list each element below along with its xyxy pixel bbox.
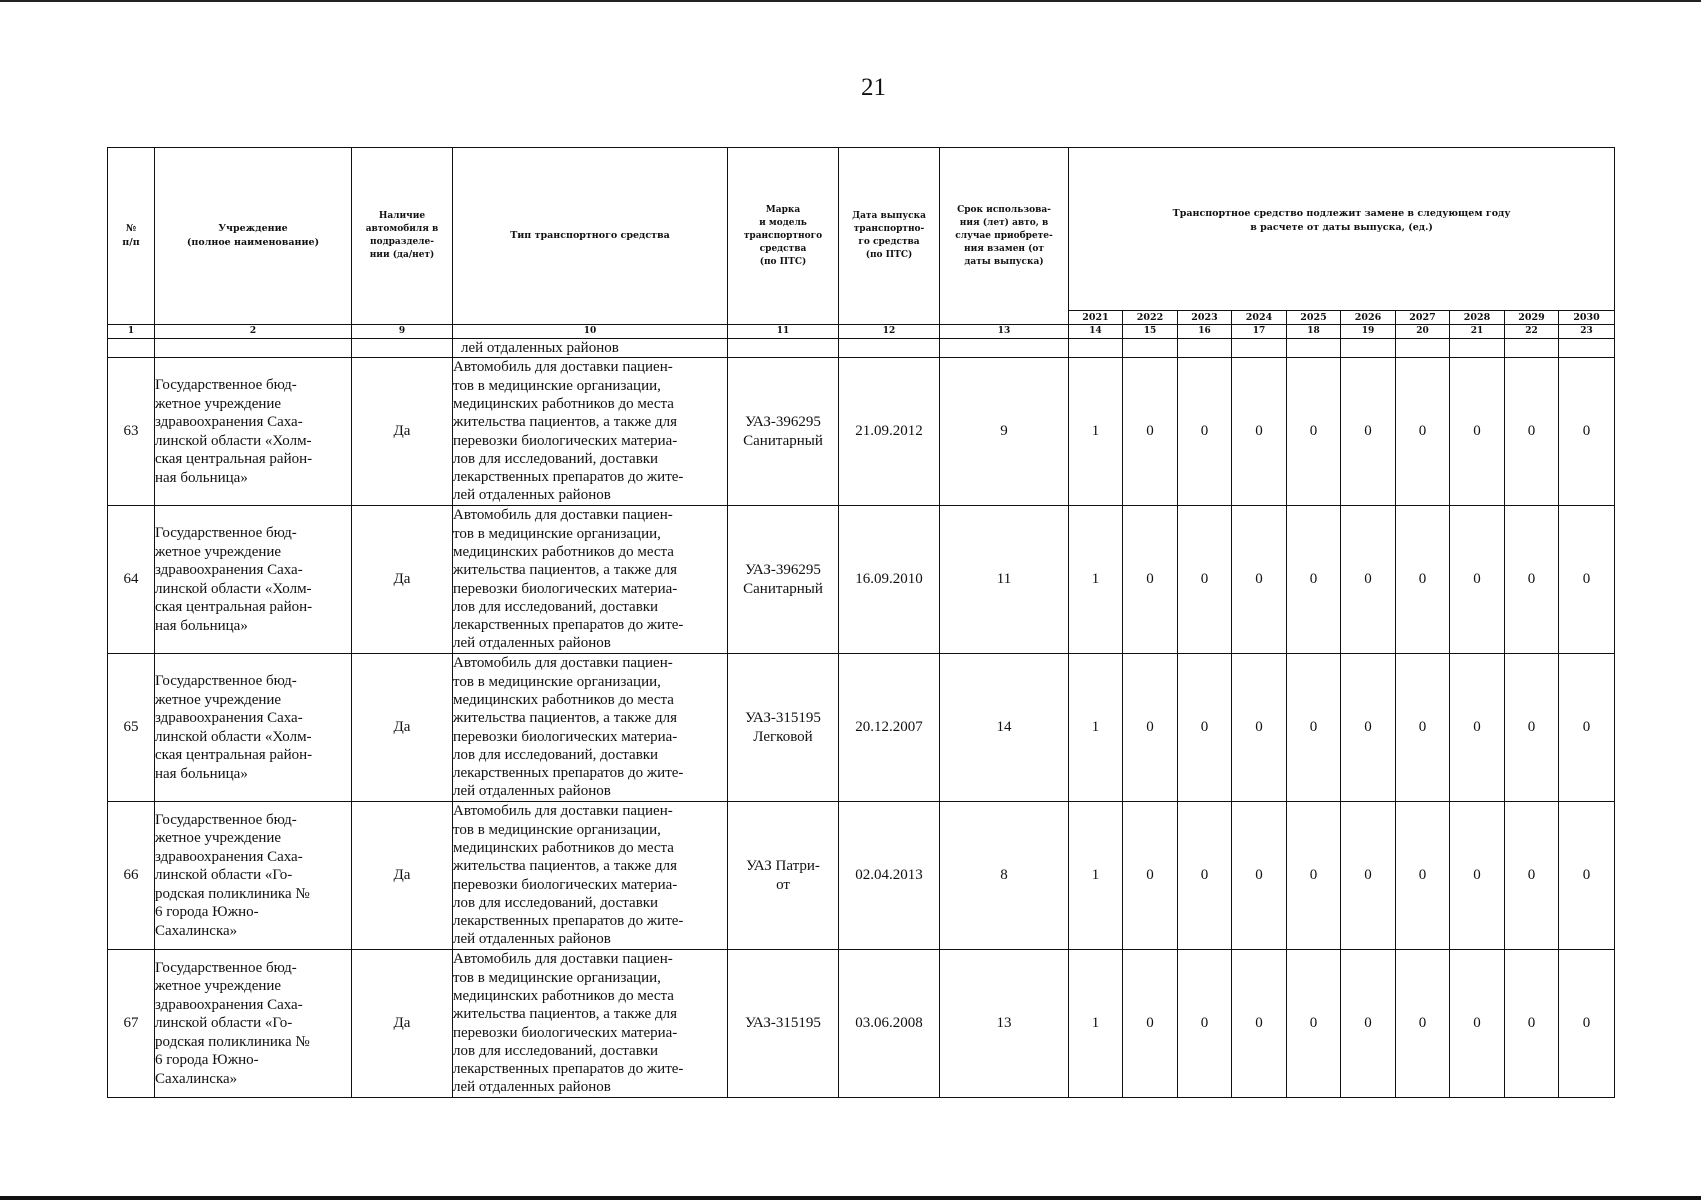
year-count-cell: 0 (1505, 358, 1559, 506)
header-brand-model: Марка и модель транспортного средства (по ПТС) (728, 148, 839, 325)
year-count-cell: 0 (1123, 506, 1178, 654)
year-count-cell: 0 (1450, 506, 1505, 654)
institution-cell: Государственное бюд- жетное учреждение здравоохранения Саха- линской области «Холм- ская центральная район- ная больница» (155, 358, 352, 506)
release-date-cell: 02.04.2013 (839, 802, 940, 950)
brand-model-cell: УАЗ-315195 (728, 950, 839, 1098)
continuation-empty (1341, 339, 1396, 358)
brand-model-cell: УАЗ-315195 Легковой (728, 654, 839, 802)
year-count-cell: 1 (1069, 802, 1123, 950)
vehicle-type-cell: Автомобиль для доставки пациен- тов в медицинские организации, медицинских работников до места жительства пациентов, а также для перевозки биологических материа- лов для исследований, доставки лекарственных препаратов до жите- лей отдаленных районов (453, 950, 728, 1098)
institution-cell: Государственное бюд- жетное учреждение здравоохранения Саха- линской области «Го- родская поликлиника № 6 города Южно- Сахалинска» (155, 950, 352, 1098)
column-number: 14 (1069, 325, 1123, 339)
service-life-cell: 13 (940, 950, 1069, 1098)
institution-cell: Государственное бюд- жетное учреждение здравоохранения Саха- линской области «Холм- ская центральная район- ная больница» (155, 654, 352, 802)
year-header: 2021 (1069, 311, 1123, 325)
year-count-cell: 0 (1232, 950, 1287, 1098)
year-count-cell: 1 (1069, 654, 1123, 802)
year-count-cell: 0 (1123, 802, 1178, 950)
year-header: 2022 (1123, 311, 1178, 325)
year-count-cell: 0 (1178, 506, 1232, 654)
release-date-cell: 21.09.2012 (839, 358, 940, 506)
brand-model-cell: УАЗ-396295 Санитарный (728, 358, 839, 506)
column-number: 18 (1287, 325, 1341, 339)
year-count-cell: 0 (1178, 654, 1232, 802)
year-count-cell: 0 (1178, 950, 1232, 1098)
row-number: 66 (108, 802, 155, 950)
page-number: 21 (861, 74, 886, 101)
row-number: 65 (108, 654, 155, 802)
row-number: 67 (108, 950, 155, 1098)
header-release-date: Дата выпуска транспортно- го средства (по ПТС) (839, 148, 940, 325)
table-row (108, 802, 1615, 950)
column-number: 17 (1232, 325, 1287, 339)
year-count-cell: 0 (1341, 654, 1396, 802)
year-count-cell: 0 (1450, 358, 1505, 506)
availability-cell: Да (352, 802, 453, 950)
column-number-row (108, 325, 1615, 339)
row-number: 63 (108, 358, 155, 506)
year-count-cell: 0 (1396, 358, 1450, 506)
header-vehicle-type: Тип транспортного средства (453, 148, 728, 325)
table-row (108, 506, 1615, 654)
release-date-cell: 20.12.2007 (839, 654, 940, 802)
year-count-cell: 0 (1287, 654, 1341, 802)
continuation-empty (940, 339, 1069, 358)
year-count-cell: 1 (1069, 506, 1123, 654)
table-row (108, 654, 1615, 802)
year-header: 2025 (1287, 311, 1341, 325)
year-count-cell: 0 (1505, 802, 1559, 950)
column-number: 22 (1505, 325, 1559, 339)
year-count-cell: 0 (1559, 506, 1615, 654)
year-header: 2030 (1559, 311, 1615, 325)
service-life-cell: 9 (940, 358, 1069, 506)
year-count-cell: 0 (1559, 950, 1615, 1098)
year-count-cell: 0 (1287, 950, 1341, 1098)
continuation-empty (108, 339, 155, 358)
year-header: 2028 (1450, 311, 1505, 325)
service-life-cell: 11 (940, 506, 1069, 654)
column-number: 16 (1178, 325, 1232, 339)
year-count-cell: 0 (1341, 950, 1396, 1098)
column-number: 23 (1559, 325, 1615, 339)
year-count-cell: 0 (1450, 950, 1505, 1098)
year-count-cell: 0 (1178, 802, 1232, 950)
table-row (108, 358, 1615, 506)
column-number: 12 (839, 325, 940, 339)
year-count-cell: 1 (1069, 950, 1123, 1098)
column-number: 11 (728, 325, 839, 339)
year-count-cell: 0 (1505, 950, 1559, 1098)
year-count-cell: 0 (1123, 358, 1178, 506)
year-count-cell: 0 (1559, 358, 1615, 506)
year-count-cell: 0 (1559, 802, 1615, 950)
column-number: 1 (108, 325, 155, 339)
year-count-cell: 0 (1559, 654, 1615, 802)
continuation-empty (839, 339, 940, 358)
header-service-life: Срок использова- ния (лет) авто, в случае приобрете- ния взамен (от даты выпуска) (940, 148, 1069, 325)
vehicle-type-cell: Автомобиль для доставки пациен- тов в медицинские организации, медицинских работников до места жительства пациентов, а также для перевозки биологических материа- лов для исследований, доставки лекарственных препаратов до жите- лей отдаленных районов (453, 506, 728, 654)
year-header: 2027 (1396, 311, 1450, 325)
service-life-cell: 8 (940, 802, 1069, 950)
vehicle-replacement-table (107, 147, 1615, 1098)
row-number: 64 (108, 506, 155, 654)
year-count-cell: 0 (1123, 950, 1178, 1098)
continuation-row (108, 339, 1615, 358)
year-count-cell: 0 (1505, 654, 1559, 802)
year-count-cell: 0 (1287, 802, 1341, 950)
year-count-cell: 0 (1341, 358, 1396, 506)
year-count-cell: 0 (1396, 802, 1450, 950)
continuation-empty (352, 339, 453, 358)
vehicle-type-cell: Автомобиль для доставки пациен- тов в медицинские организации, медицинских работников до места жительства пациентов, а также для перевозки биологических материа- лов для исследований, доставки лекарственных препаратов до жите- лей отдаленных районов (453, 654, 728, 802)
year-count-cell: 0 (1396, 950, 1450, 1098)
continuation-empty (155, 339, 352, 358)
year-count-cell: 0 (1123, 654, 1178, 802)
continuation-text: лей отдаленных районов (453, 339, 728, 358)
column-number: 15 (1123, 325, 1178, 339)
vehicle-type-cell: Автомобиль для доставки пациен- тов в медицинские организации, медицинских работников до места жительства пациентов, а также для перевозки биологических материа- лов для исследований, доставки лекарственных препаратов до жите- лей отдаленных районов (453, 358, 728, 506)
continuation-empty (1232, 339, 1287, 358)
column-number: 13 (940, 325, 1069, 339)
year-count-cell: 1 (1069, 358, 1123, 506)
continuation-empty (1559, 339, 1615, 358)
column-number: 20 (1396, 325, 1450, 339)
release-date-cell: 16.09.2010 (839, 506, 940, 654)
top-scan-edge (0, 0, 1701, 2)
year-count-cell: 0 (1505, 506, 1559, 654)
availability-cell: Да (352, 506, 453, 654)
continuation-empty (728, 339, 839, 358)
year-header: 2023 (1178, 311, 1232, 325)
availability-cell: Да (352, 358, 453, 506)
bottom-scan-edge (0, 1196, 1701, 1200)
year-count-cell: 0 (1232, 506, 1287, 654)
year-count-cell: 0 (1341, 802, 1396, 950)
column-number: 9 (352, 325, 453, 339)
year-header: 2024 (1232, 311, 1287, 325)
header-institution: Учреждение (полное наименование) (155, 148, 352, 325)
year-count-cell: 0 (1232, 654, 1287, 802)
column-number: 19 (1341, 325, 1396, 339)
year-count-cell: 0 (1341, 506, 1396, 654)
continuation-empty (1069, 339, 1123, 358)
year-count-cell: 0 (1232, 802, 1287, 950)
institution-cell: Государственное бюд- жетное учреждение здравоохранения Саха- линской области «Го- родская поликлиника № 6 города Южно- Сахалинска» (155, 802, 352, 950)
header-replacement: Транспортное средство подлежит замене в следующем году в расчете от даты выпуска, (ед.) (1069, 148, 1615, 311)
brand-model-cell: УАЗ-396295 Санитарный (728, 506, 839, 654)
table-row (108, 950, 1615, 1098)
availability-cell: Да (352, 950, 453, 1098)
vehicle-type-cell: Автомобиль для доставки пациен- тов в медицинские организации, медицинских работников до места жительства пациентов, а также для перевозки биологических материа- лов для исследований, доставки лекарственных препаратов до жите- лей отдаленных районов (453, 802, 728, 950)
continuation-empty (1178, 339, 1232, 358)
service-life-cell: 14 (940, 654, 1069, 802)
continuation-empty (1505, 339, 1559, 358)
year-count-cell: 0 (1450, 654, 1505, 802)
header-availability: Наличие автомобиля в подразделе- нии (да/нет) (352, 148, 453, 325)
release-date-cell: 03.06.2008 (839, 950, 940, 1098)
year-header: 2026 (1341, 311, 1396, 325)
year-count-cell: 0 (1232, 358, 1287, 506)
year-count-cell: 0 (1287, 506, 1341, 654)
year-count-cell: 0 (1396, 506, 1450, 654)
year-header: 2029 (1505, 311, 1559, 325)
year-count-cell: 0 (1287, 358, 1341, 506)
brand-model-cell: УАЗ Патри- от (728, 802, 839, 950)
continuation-empty (1123, 339, 1178, 358)
year-count-cell: 0 (1396, 654, 1450, 802)
continuation-empty (1396, 339, 1450, 358)
continuation-empty (1287, 339, 1341, 358)
year-count-cell: 0 (1450, 802, 1505, 950)
column-number: 21 (1450, 325, 1505, 339)
availability-cell: Да (352, 654, 453, 802)
header-num: № п/п (108, 148, 155, 325)
column-number: 2 (155, 325, 352, 339)
year-count-cell: 0 (1178, 358, 1232, 506)
column-number: 10 (453, 325, 728, 339)
institution-cell: Государственное бюд- жетное учреждение здравоохранения Саха- линской области «Холм- ская центральная район- ная больница» (155, 506, 352, 654)
continuation-empty (1450, 339, 1505, 358)
